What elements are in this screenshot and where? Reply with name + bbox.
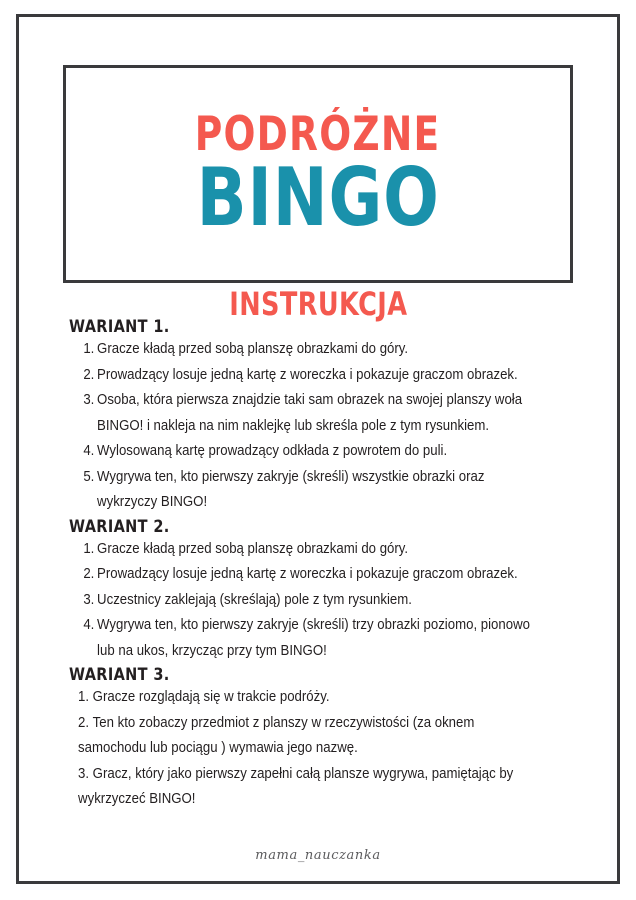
step-number: 4. [83,443,95,459]
page-inner [19,17,617,881]
step-text: Prowadzący losuje jedną kartę z woreczka i pokazuje graczom obrazek. [97,366,518,383]
step-text: Gracze kładą przed sobą planszę obrazkami do góry. [97,341,409,357]
step-text: Wygrywa ten, kto pierwszy zakryje (skreśli) trzy obrazki poziomo, pionowo lub na ukos, krzycząc przy tym BINGO! [97,617,530,659]
step-number: 3. [78,765,90,782]
variant-section [69,665,583,813]
variant-step [69,363,534,389]
title-line-bingo: BINGO [196,151,440,245]
instructions-body [69,317,583,813]
variant-step [69,337,534,363]
variant-step [69,588,534,614]
step-text: Wylosowaną kartę prowadzący odkłada z powrotem do puli. [97,443,448,459]
variant-step [69,465,534,516]
variant-step-list [69,685,583,813]
step-text: Gracze rozglądają się w trakcie podróży. [92,689,330,705]
variant-step-list [69,337,583,516]
variant-title: WARIANT 3. [69,665,170,684]
step-text: Gracz, który jako pierwszy zapełni całą plansze wygrywa, pamiętając by wykrzyczeć BINGO! [78,765,514,807]
title-line-podrozne: PODRÓŻNE [195,106,441,162]
step-text: Wygrywa ten, kto pierwszy zakryje (skreśli) wszystkie obrazki oraz wykrzyczy BINGO! [97,468,485,510]
step-number: 2. [83,566,95,582]
step-number: 5. [83,468,95,485]
step-text: Uczestnicy zaklejają (skreślają) pole z tym rysunkiem. [97,591,412,608]
variant-step [69,685,534,711]
step-text: Gracze kładą przed sobą planszę obrazkami do góry. [97,540,409,557]
variant-section [69,517,583,665]
variant-step [69,762,534,813]
variant-step [69,711,534,762]
variant-step-list [69,537,583,665]
step-text: Prowadzący losuje jedną kartę z woreczka i pokazuje graczom obrazek. [97,566,518,582]
author-signature: mama_nauczanka [255,848,381,863]
variant-step [69,439,534,465]
variant-title: WARIANT 2. [69,516,170,536]
instructions-heading-text: INSTRUKCJA [228,285,408,323]
variant-step [69,613,534,664]
step-text: Osoba, która pierwsza znajdzie taki sam obrazek na swojej planszy woła BINGO! i nakleja na nim naklejkę lub skreśla pole z tym rysunkiem. [97,392,523,434]
step-number: 3. [83,591,95,608]
title-box [63,65,573,283]
variant-title: WARIANT 1. [69,317,170,336]
step-text: Ten kto zobaczy przedmiot z planszy w rzeczywistości (za oknem samochodu lub pociągu ) wymawia jego nazwę. [78,714,475,756]
step-number: 4. [83,617,95,633]
variant-step [69,562,534,588]
printable-page [16,14,620,884]
variant-step [69,537,534,563]
variant-section [69,317,583,516]
variant-step [69,388,534,439]
step-number: 1. [83,540,95,557]
step-number: 2. [83,366,95,383]
step-number: 1. [78,689,90,705]
step-number: 1. [83,341,95,357]
step-number: 2. [78,714,90,731]
step-number: 3. [83,392,95,408]
